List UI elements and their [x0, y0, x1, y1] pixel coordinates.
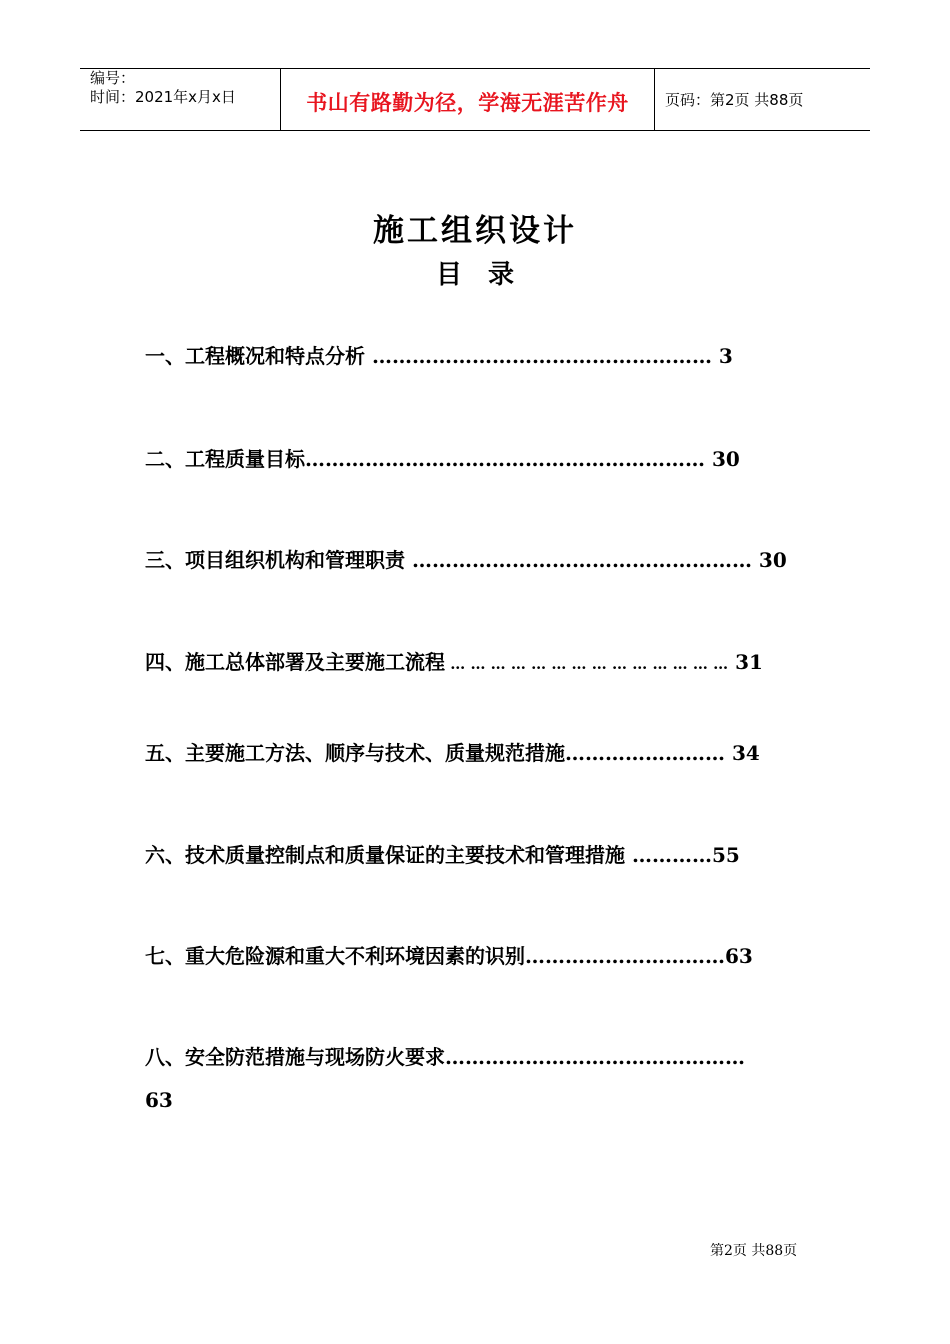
toc-heading: 目 录 [435, 260, 514, 290]
toc-entry-5[interactable] [145, 741, 760, 765]
toc-page-number: 31 [728, 650, 763, 674]
toc-entry-2[interactable] [145, 447, 740, 471]
toc-page-number: 3 [711, 344, 733, 368]
toc-entry-4[interactable] [145, 650, 763, 676]
header-motto-cell [281, 69, 655, 130]
toc-page-number: 30 [705, 447, 740, 471]
toc-entry-text: 七、重大危险源和重大不利环境因素的识别 [145, 944, 525, 968]
toc-entry-text: 三、项目组织机构和管理职责 [145, 548, 405, 572]
toc-entry-1[interactable] [145, 344, 733, 368]
toc-entry-text: 五、主要施工方法、顺序与技术、质量规范措施 [145, 741, 565, 765]
toc-page-number-wrapped: 63 [145, 1088, 173, 1112]
toc-leader-dots: ……………………………………… [445, 1045, 745, 1069]
header-motto: 书山有路勤为径，学海无涯苦作舟 [306, 91, 629, 115]
toc-page-number: 63 [725, 944, 753, 968]
toc-page-number: 55 [711, 843, 740, 867]
document-number-label: 编号： [90, 69, 136, 87]
document-time-label: 时间：2021年x月x日 [90, 88, 236, 106]
toc-leader-dots: …………………………………………… [365, 344, 712, 368]
toc-entry-3[interactable] [145, 548, 787, 572]
page-footer: 第2页 共88页 [710, 1243, 798, 1259]
toc-entry-text: 一、工程概况和特点分析 [145, 344, 365, 368]
toc-entry-7[interactable] [145, 944, 753, 968]
header-meta-cell [80, 69, 281, 130]
toc-entry-8[interactable] [145, 1045, 745, 1069]
toc-entry-6[interactable] [145, 843, 740, 867]
header-table [80, 68, 870, 131]
toc-page-number: 30 [751, 548, 787, 572]
header-page-info: 页码：第2页 共88页 [665, 91, 804, 109]
toc-leader-dots: ………… [625, 843, 712, 867]
toc-leader-dots: ………………………… [525, 944, 725, 968]
toc-entry-text: 四、施工总体部署及主要施工流程 [145, 650, 445, 674]
toc-leader-dots: …………………………………………… [405, 548, 752, 572]
toc-leader-dots: …………………………………………………… [305, 447, 705, 471]
toc-leader-dots: … … … … … … … … … … … … … … [445, 655, 729, 673]
toc-entry-text: 八、安全防范措施与现场防火要求 [145, 1045, 445, 1069]
toc-entry-text: 六、技术质量控制点和质量保证的主要技术和管理措施 [145, 843, 625, 867]
toc-entry-text: 二、工程质量目标 [145, 447, 305, 471]
document-title: 施工组织设计 [373, 213, 577, 249]
header-page-cell [655, 69, 870, 130]
toc-leader-dots: …………………… [565, 741, 725, 765]
toc-page-number: 34 [725, 741, 760, 765]
